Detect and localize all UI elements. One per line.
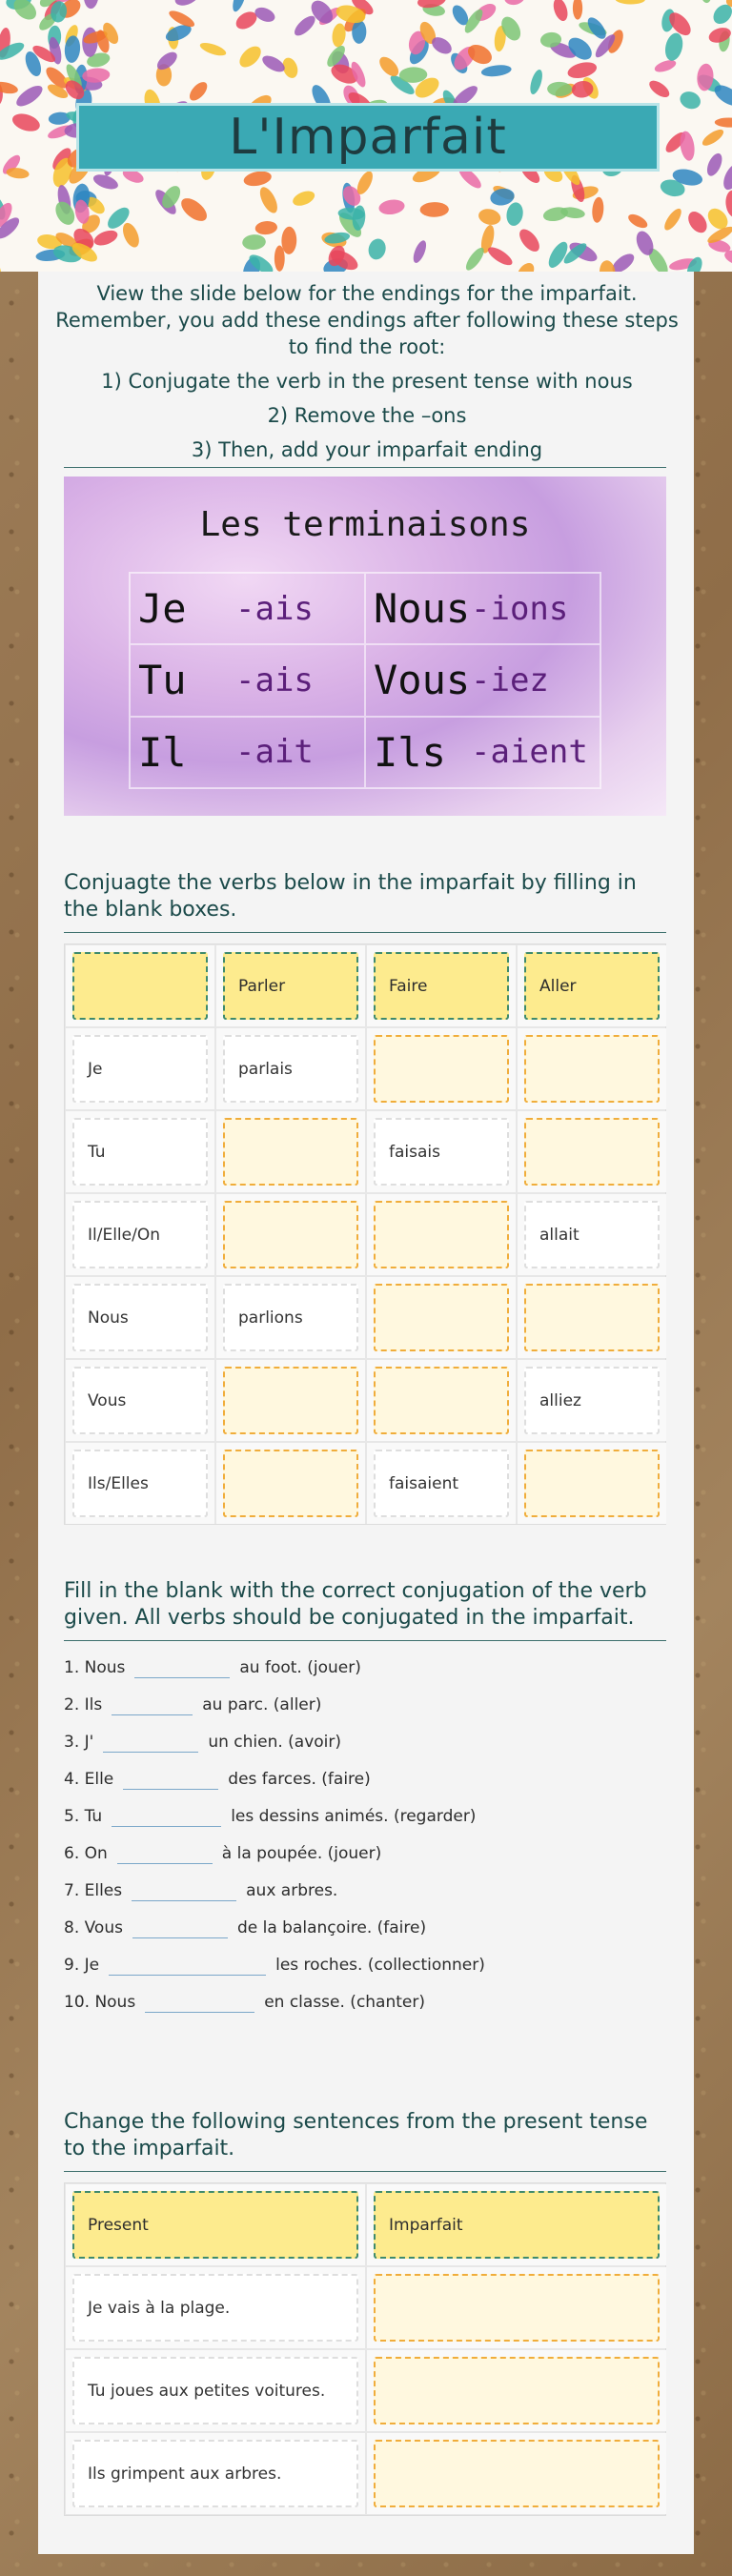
- fill-blank-item: [64, 1983, 485, 2020]
- leaf-shape: [411, 239, 429, 265]
- item-prefix: 6. On: [64, 1843, 108, 1863]
- leaf-shape: [198, 40, 227, 58]
- leaf-shape: [242, 169, 273, 188]
- item-prefix: 4. Elle: [64, 1769, 114, 1789]
- item-suffix: à la poupée. (jouer): [221, 1843, 382, 1863]
- header-cell-imparfait: Imparfait: [374, 2191, 660, 2259]
- leaf-shape: [684, 208, 710, 235]
- leaf-shape: [0, 257, 4, 272]
- ending: -ais: [235, 589, 314, 628]
- leaf-shape: [242, 233, 267, 251]
- item-prefix: 5. Tu: [64, 1806, 103, 1826]
- leaf-shape: [274, 246, 285, 272]
- pronoun-cell: Il/Elle/On: [72, 1201, 208, 1268]
- leaf-shape: [419, 202, 449, 217]
- answer-box[interactable]: [374, 1201, 509, 1268]
- answer-blank[interactable]: [132, 1917, 228, 1938]
- leaf-shape: [377, 198, 405, 216]
- conjugate-heading: Conjuagte the verbs below in the imparfait by filling in the blank boxes.: [64, 871, 637, 922]
- pronoun: Vous: [374, 657, 471, 704]
- intro-paragraph: View the slide below for the endings for the imparfait. Remember, you add these endings after following these steps to find the root:: [55, 282, 679, 358]
- leaf-shape: [720, 161, 732, 193]
- slide-cell: [365, 573, 600, 644]
- change-heading: Change the following sentences from the present tense to the imparfait.: [64, 2110, 648, 2160]
- answer-box[interactable]: [374, 1367, 509, 1434]
- given-answer-cell: parlais: [223, 1035, 358, 1103]
- fill-blank-item: [64, 1797, 485, 1835]
- endings-grid: [129, 572, 601, 789]
- header-cell-parler: Parler: [223, 952, 358, 1020]
- item-prefix: 10. Nous: [64, 1992, 136, 2012]
- slide-cell: [130, 573, 365, 644]
- given-answer-cell: faisais: [374, 1118, 509, 1186]
- present-sentence-cell: Ils grimpent aux arbres.: [72, 2440, 358, 2507]
- answer-box[interactable]: [223, 1367, 358, 1434]
- answer-box[interactable]: [524, 1450, 660, 1517]
- ending: -ais: [235, 660, 314, 700]
- answer-blank[interactable]: [112, 1806, 221, 1827]
- item-suffix: des farces. (faire): [228, 1769, 371, 1789]
- steps-list: [52, 369, 681, 464]
- answer-box[interactable]: [374, 1035, 509, 1103]
- intro-text: [52, 281, 681, 472]
- item-suffix: au parc. (aller): [202, 1694, 322, 1714]
- leaf-shape: [120, 220, 143, 250]
- answer-box[interactable]: [524, 1284, 660, 1351]
- leaf-shape: [566, 60, 599, 81]
- fill-blank-item: [64, 1909, 485, 1946]
- given-answer-cell: parlions: [223, 1284, 358, 1351]
- divider: [64, 2171, 666, 2172]
- ending: -ions: [471, 589, 569, 628]
- leaf-shape: [253, 5, 277, 25]
- given-answer-cell: alliez: [524, 1367, 660, 1434]
- item-suffix: un chien. (avoir): [208, 1732, 342, 1752]
- answer-box[interactable]: [524, 1035, 660, 1103]
- item-suffix: en classe. (chanter): [264, 1992, 425, 2012]
- given-answer-cell: faisaient: [374, 1450, 509, 1517]
- pronoun-cell: Ils/Elles: [72, 1450, 208, 1517]
- leaf-shape: [187, 79, 211, 104]
- leaf-shape: [646, 77, 672, 100]
- leaf-shape: [661, 206, 684, 233]
- answer-box[interactable]: [374, 2274, 660, 2342]
- page-title: L'Imparfait: [229, 109, 507, 166]
- leaf-shape: [292, 12, 318, 39]
- leaf-shape: [715, 117, 732, 128]
- leaf-shape: [172, 0, 203, 10]
- header-cell-empty: [72, 952, 208, 1020]
- leaf-shape: [480, 64, 512, 78]
- leaf-shape: [366, 236, 388, 261]
- step-3: 3) Then, add your imparfait ending: [191, 437, 543, 461]
- title-banner: [76, 103, 660, 172]
- slide-cell: [365, 644, 600, 716]
- answer-blank[interactable]: [109, 1955, 266, 1976]
- pronoun: Ils: [374, 728, 446, 776]
- given-answer-cell: allait: [524, 1201, 660, 1268]
- leaf-shape: [291, 188, 316, 208]
- answer-box[interactable]: [374, 1284, 509, 1351]
- header-cell-present: Present: [72, 2191, 358, 2259]
- leaf-shape: [516, 226, 543, 255]
- leaf-shape: [256, 185, 281, 216]
- present-imparfait-table: [64, 2182, 666, 2516]
- slide-title: Les terminaisons: [199, 505, 531, 544]
- present-sentence-cell: Tu joues aux petites voitures.: [72, 2357, 358, 2424]
- divider: [64, 932, 666, 933]
- leaf-shape: [0, 80, 19, 96]
- leaf-shape: [83, 0, 99, 9]
- pronoun-cell: Nous: [72, 1284, 208, 1351]
- item-prefix: 2. Ils: [64, 1694, 103, 1714]
- slide-cell: [130, 717, 365, 788]
- pronoun-cell: Vous: [72, 1367, 208, 1434]
- leaf-shape: [235, 42, 264, 71]
- item-suffix: au foot. (jouer): [239, 1657, 361, 1677]
- ending: -iez: [471, 660, 549, 700]
- leaf-shape: [92, 228, 120, 249]
- leaf-shape: [230, 0, 248, 13]
- item-suffix: les roches. (collectionner): [275, 1955, 485, 1975]
- leaf-shape: [376, 53, 402, 80]
- answer-blank[interactable]: [117, 1843, 213, 1864]
- answer-blank[interactable]: [123, 1769, 218, 1790]
- answer-blank[interactable]: [103, 1732, 198, 1753]
- slide-cell: [130, 644, 365, 716]
- pronoun: Nous: [374, 585, 471, 633]
- answer-blank[interactable]: [112, 1694, 193, 1715]
- item-prefix: 1. Nous: [64, 1657, 126, 1677]
- item-prefix: 3. J': [64, 1732, 94, 1752]
- item-prefix: 8. Vous: [64, 1917, 123, 1937]
- leaf-shape: [700, 127, 725, 149]
- divider: [64, 467, 666, 468]
- item-prefix: 9. Je: [64, 1955, 100, 1975]
- header-banner: [0, 0, 732, 272]
- answer-box[interactable]: [223, 1118, 358, 1186]
- leaf-shape: [626, 212, 650, 231]
- header-cell-aller: Aller: [524, 952, 660, 1020]
- fill-blank-item: [64, 1872, 485, 1909]
- pronoun: Tu: [138, 657, 187, 704]
- leaf-shape: [331, 23, 347, 49]
- header-cell-faire: Faire: [374, 952, 509, 1020]
- ending: -aient: [471, 733, 588, 772]
- leaf-shape: [13, 82, 46, 111]
- leaf-shape: [678, 89, 703, 112]
- answer-blank[interactable]: [132, 1880, 236, 1901]
- leaf-shape: [528, 69, 545, 96]
- step-2: 2) Remove the –ons: [267, 403, 467, 427]
- fill-blank-item: [64, 1946, 485, 1983]
- present-sentence-cell: Je vais à la plage.: [72, 2274, 358, 2342]
- leaf-shape: [615, 0, 645, 5]
- leaf-shape: [505, 201, 525, 227]
- slide-cell: [365, 717, 600, 788]
- answer-blank[interactable]: [145, 1992, 254, 2013]
- answer-box[interactable]: [223, 1201, 358, 1268]
- leaf-shape: [591, 196, 604, 223]
- pronoun: Il: [138, 728, 187, 776]
- leaf-shape: [10, 0, 40, 24]
- fill-blank-heading: Fill in the blank with the correct conjugation of the verb given. All verbs should be conjugated in the imparfait.: [64, 1579, 647, 1630]
- leaf-shape: [477, 207, 502, 227]
- conjugation-table: [64, 943, 666, 1525]
- divider: [64, 1640, 666, 1641]
- leaf-shape: [514, 260, 538, 272]
- answer-box[interactable]: [524, 1118, 660, 1186]
- leaf-shape: [502, 0, 527, 8]
- answer-blank[interactable]: [134, 1657, 230, 1678]
- answer-box[interactable]: [374, 2440, 660, 2507]
- leaf-shape: [551, 0, 570, 23]
- leaf-shape: [573, 0, 582, 20]
- pronoun-cell: Je: [72, 1035, 208, 1103]
- fill-blank-item: [64, 1686, 485, 1723]
- endings-slide: [64, 477, 666, 816]
- leaf-shape: [463, 245, 487, 272]
- leaf-shape: [10, 111, 42, 134]
- leaf-shape: [699, 0, 713, 4]
- item-suffix: les dessins animés. (regarder): [231, 1806, 477, 1826]
- answer-box[interactable]: [223, 1450, 358, 1517]
- leaf-shape: [724, 189, 732, 218]
- item-suffix: aux arbres.: [246, 1880, 338, 1900]
- leaf-shape: [254, 220, 277, 235]
- fill-blank-item: [64, 1723, 485, 1760]
- pronoun-cell: Tu: [72, 1118, 208, 1186]
- fill-blank-item: [64, 1835, 485, 1872]
- fill-blank-item: [64, 1649, 485, 1686]
- leaf-shape: [0, 117, 2, 142]
- item-prefix: 7. Elles: [64, 1880, 123, 1900]
- answer-box[interactable]: [374, 2357, 660, 2424]
- leaf-shape: [704, 152, 725, 178]
- step-1: 1) Conjugate the verb in the present tense with nous: [101, 369, 633, 393]
- leaf-shape: [281, 227, 296, 254]
- fill-blank-list: [64, 1649, 485, 2020]
- pronoun: Je: [138, 585, 187, 633]
- item-suffix: de la balançoire. (faire): [236, 1917, 427, 1937]
- leaf-shape: [177, 193, 211, 225]
- ending: -ait: [235, 733, 314, 772]
- leaf-shape: [485, 244, 515, 269]
- leaf-shape: [662, 31, 685, 63]
- fill-blank-item: [64, 1760, 485, 1797]
